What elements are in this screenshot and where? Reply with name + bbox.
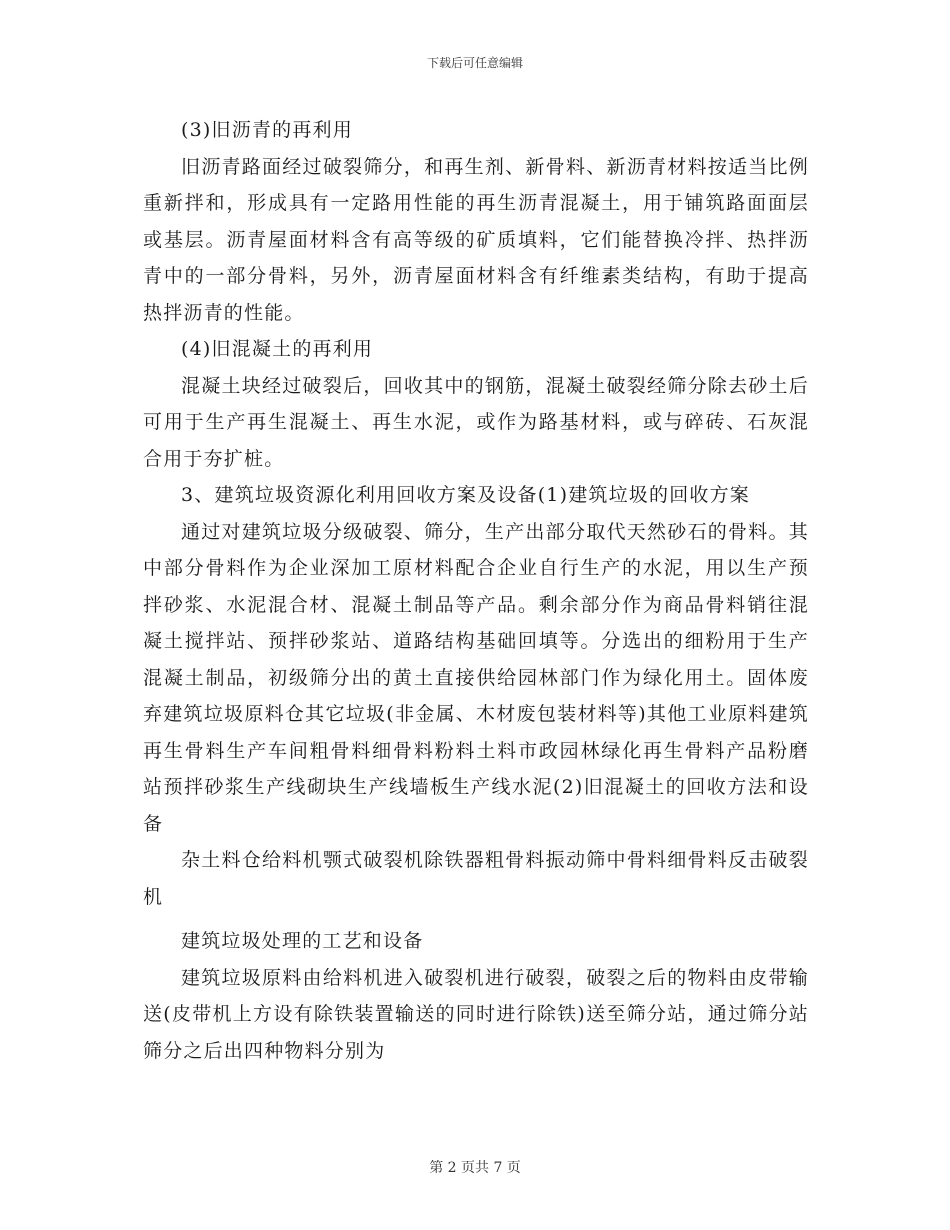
- paragraph-old-concrete: 混凝土块经过破裂后，回收其中的钢筋，混凝土破裂经筛分除去砂土后可用于生产再生混凝土、再生水泥，或作为路基材料，或与碎砖、石灰混合用于夯扩桩。: [143, 374, 809, 470]
- subheading-old-asphalt: (3)旧沥青的再利用: [181, 119, 353, 141]
- paragraph-equipment-list: 杂土料仓给料机颚式破裂机除铁器粗骨料振动筛中骨料细骨料反击破裂机: [143, 849, 809, 908]
- paragraph-recycling-plan: 通过对建筑垃圾分级破裂、筛分，生产出部分取代天然砂石的骨料。其中部分骨料作为企业深加工原材料配合企业自行生产的水泥，用以生产预拌砂浆、水泥混合材、混凝土制品等产品。剩余部分作为商品骨料销往混凝土搅拌站、预拌砂浆站、道路结构基础回填等。分选出的细粉用于生产混凝土制品，初级筛分出的黄土直接供给园林部门作为绿化用土。固体废弃建筑垃圾原料仓其它垃圾(非金属、木材废包装材料等)其他工业原料建筑再生骨料生产车间粗骨料细骨料粉料土料市政园林绿化再生骨料产品粉磨站预拌砂浆生产线砌块生产线墙板生产线水泥(2)旧混凝土的回收方法和设备: [143, 520, 809, 835]
- paragraph-process: 建筑垃圾原料由给料机进入破裂机进行破裂，破裂之后的物料由皮带输送(皮带机上方设有除铁装置输送的同时进行除铁)送至筛分站，通过筛分站筛分之后出四种物料分别为: [143, 966, 809, 1062]
- heading-process-equipment: 建筑垃圾处理的工艺和设备: [181, 930, 424, 952]
- document-body: [143, 112, 809, 1069]
- heading-recycling-plan: 3、建筑垃圾资源化利用回收方案及设备(1)建筑垃圾的回收方案: [181, 484, 751, 506]
- page-footer: 第 2 页共 7 页: [429, 1160, 521, 1176]
- subheading-old-concrete: (4)旧混凝土的再利用: [181, 338, 374, 360]
- page-header: 下载后可任意编辑: [426, 56, 523, 70]
- paragraph-old-asphalt: 旧沥青路面经过破裂筛分，和再生剂、新骨料、新沥青材料按适当比例重新拌和，形成具有一定路用性能的再生沥青混凝土，用于铺筑路面面层或基层。沥青屋面材料含有高等级的矿质填料，它们能替换冷拌、热拌沥青中的一部分骨料，另外，沥青屋面材料含有纤维素类结构，有助于提高热拌沥青的性能。: [143, 155, 809, 324]
